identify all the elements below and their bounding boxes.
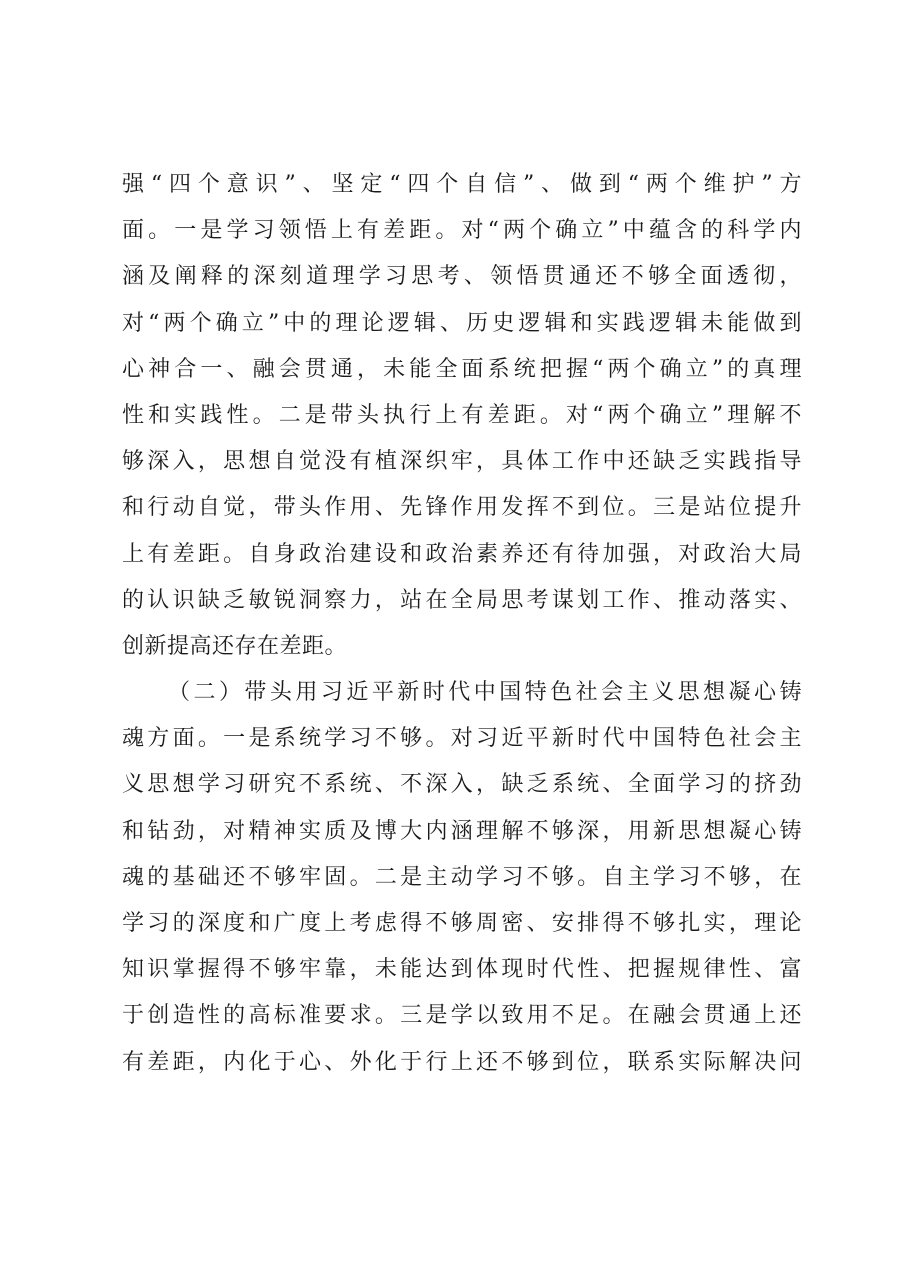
paragraph: [122, 670, 802, 1086]
text-line: 和行动自觉，带头作用、先锋作用发挥不到位。三是站位提升: [122, 495, 802, 521]
paragraph: [122, 162, 802, 670]
section-heading-line: （二）带头用习近平新时代中国特色社会主义思想凝心铸: [168, 680, 802, 706]
text-line: 上有差距。自身政治建设和政治素养还有待加强，对政治大局: [122, 541, 802, 567]
text-line: 心神合一、融会贯通，未能全面系统把握“两个确立”的真理: [122, 356, 802, 382]
text-line: 魂的基础还不够牢固。二是主动学习不够。自主学习不够，在: [122, 864, 802, 890]
text-line: 有差距，内化于心、外化于行上还不够到位，联系实际解决问: [122, 1049, 802, 1075]
text-line: 性和实践性。二是带头执行上有差距。对“两个确立”理解不: [122, 402, 802, 428]
text-line: 强“四个意识”、坚定“四个自信”、做到“两个维护”方: [122, 172, 802, 197]
text-line: 学习的深度和广度上考虑得不够周密、安排得不够扎实，理论: [122, 911, 802, 936]
text-line: 对“两个确立”中的理论逻辑、历史逻辑和实践逻辑未能做到: [122, 310, 802, 336]
document-body: [122, 162, 802, 1086]
text-line: 创新提高还存在差距。: [122, 633, 348, 659]
text-line: 魂方面。一是系统学习不够。对习近平新时代中国特色社会主: [122, 726, 802, 752]
text-line: 的认识缺乏敏锐洞察力，站在全局思考谋划工作、推动落实、: [122, 587, 802, 613]
text-line: 于创造性的高标准要求。三是学以致用不足。在融会贯通上还: [122, 1003, 802, 1029]
text-line: 够深入，思想自觉没有植深织牢，具体工作中还缺乏实践指导: [122, 449, 802, 475]
text-line: 面。一是学习领悟上有差距。对“两个确立”中蕴含的科学内: [122, 218, 802, 244]
text-line: 涵及阐释的深刻道理学习思考、领悟贯通还不够全面透彻，: [122, 264, 802, 290]
text-line: 知识掌握得不够牢靠，未能达到体现时代性、把握规律性、富: [122, 957, 802, 983]
text-line: 和钻劲，对精神实质及博大内涵理解不够深，用新思想凝心铸: [122, 818, 802, 844]
text-line: 义思想学习研究不系统、不深入，缺乏系统、全面学习的挤劲: [122, 772, 802, 798]
